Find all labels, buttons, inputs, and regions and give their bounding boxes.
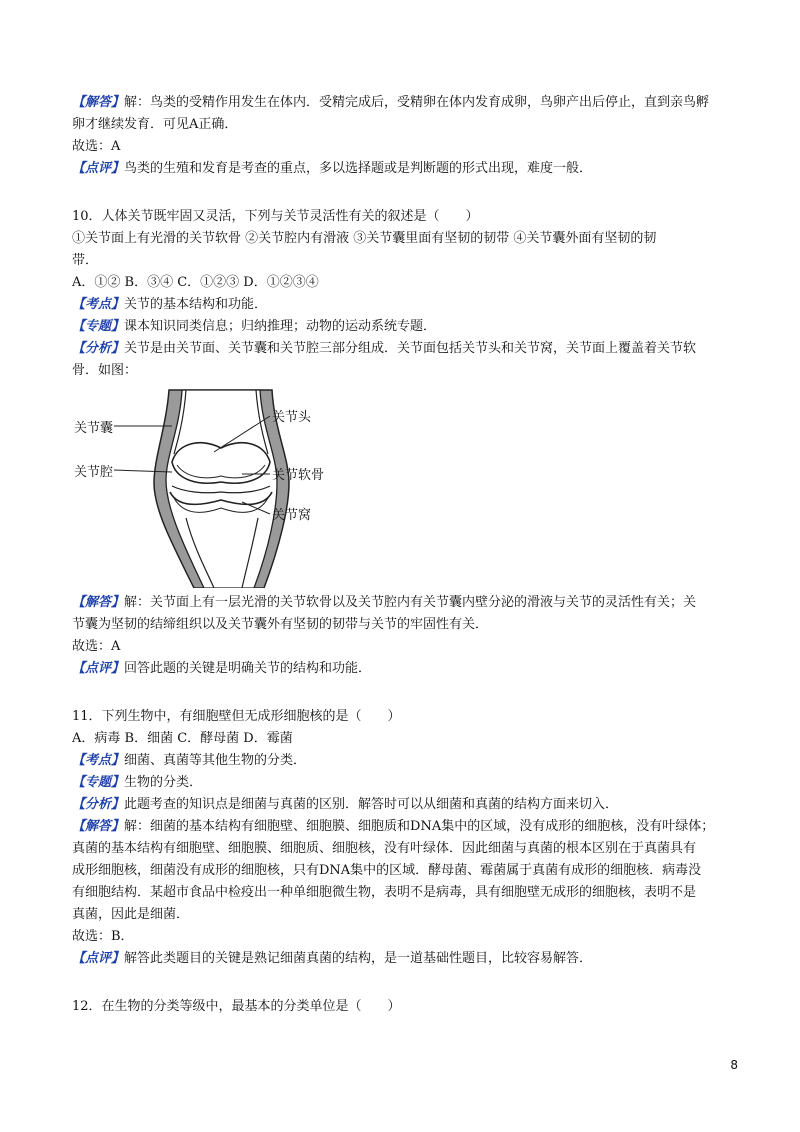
kaodian-tag: 【考点】	[72, 297, 125, 312]
q12-stem: 12．在生物的分类等级中，最基本的分类单位是（ ）	[72, 999, 401, 1014]
fenxi-tag: 【分析】	[72, 341, 125, 356]
q11-fenxi: 【分析】此题考查的知识点是细菌与真菌的区别．解答时可以从细菌和真菌的结构方面来切入．	[72, 797, 619, 812]
label-joint-socket: 关节窝	[272, 508, 312, 523]
label-joint-capsule: 关节囊	[74, 421, 114, 436]
label-joint-cartilage: 关节软骨	[272, 468, 325, 483]
zhuanti-tag: 【专题】	[72, 319, 125, 334]
q10-options-line2: 带．	[72, 253, 99, 268]
kaodian-tag: 【考点】	[72, 753, 125, 768]
q10-kaodian: 【考点】关节的基本结构和功能．	[72, 297, 268, 312]
q11-jieda-line3: 成形细胞核，细菌没有成形的细胞核，只有DNA集中的区域．酵母菌、霉菌属于真菌有成形的细胞核．病毒没	[72, 863, 702, 878]
jieda-tag: 【解答】	[72, 819, 125, 834]
q10-fenxi-line1: 【分析】关节是由关节面、关节囊和关节腔三部分组成．关节面包括关节头和关节窝，关节面上覆盖着关节软	[72, 341, 697, 356]
page-content	[72, 92, 732, 1018]
jieda-tag: 【解答】	[72, 95, 125, 110]
q11-stem: 11．下列生物中，有细胞壁但无成形细胞核的是（ ）	[72, 709, 401, 724]
label-joint-cavity: 关节腔	[74, 465, 114, 480]
dianping-tag: 【点评】	[72, 661, 125, 676]
joint-illustration	[74, 388, 374, 588]
q11-dianping: 【点评】解答此类题目的关键是熟记细菌真菌的结构，是一道基础性题目，比较容易解答．	[72, 951, 593, 966]
q10-jieda-line1: 【解答】解：关节面上有一层光滑的关节软骨以及关节腔内有关节囊内壁分泌的滑液与关节的灵活性有关；关	[72, 595, 697, 610]
q10-dianping: 【点评】回答此题的关键是明确关节的结构和功能．	[72, 661, 372, 676]
zhuanti-tag: 【专题】	[72, 775, 125, 790]
q11-zhuanti: 【专题】生物的分类．	[72, 775, 203, 790]
page-number: 8	[730, 1058, 738, 1072]
q9-answer: 故选：A	[72, 139, 121, 154]
q11-answer: 故选：B．	[72, 929, 134, 944]
q10-stem: 10．人体关节既牢固又灵活，下列与关节灵活性有关的叙述是（ ）	[72, 209, 479, 224]
q11-jieda-line4: 有细胞结构．某超市食品中检疫出一种单细胞微生物，表明不是病毒，具有细胞壁无成形的细胞核，表明不是	[72, 885, 697, 900]
q11-kaodian: 【考点】细菌、真菌等其他生物的分类．	[72, 753, 307, 768]
dianping-tag: 【点评】	[72, 951, 125, 966]
q9-dianping: 【点评】鸟类的生殖和发育是考查的重点，多以选择题或是判断题的形式出现，难度一般．	[72, 161, 593, 176]
label-joint-head: 关节头	[272, 410, 312, 425]
q10-options-line1: ①关节面上有光滑的关节软骨 ②关节腔内有滑液 ③关节囊里面有坚韧的韧带 ④关节囊外面有坚韧的韧	[72, 231, 657, 246]
q10-jieda-line2: 节囊为坚韧的结缔组织以及关节囊外有坚韧的韧带与关节的牢固性有关．	[72, 617, 489, 632]
jieda-tag: 【解答】	[72, 595, 125, 610]
q9-jieda-line2: 卵才继续发育．可见A正确．	[72, 117, 238, 132]
q11-jieda-line1: 【解答】解：细菌的基本结构有细胞壁、细胞膜、细胞质和DNA集中的区域，没有成形的细胞核，没有叶绿体；	[72, 819, 715, 834]
dianping-tag: 【点评】	[72, 161, 125, 176]
joint-structure-diagram	[74, 388, 374, 588]
fenxi-tag: 【分析】	[72, 797, 125, 812]
q10-answer: 故选：A	[72, 639, 121, 654]
q10-zhuanti: 【专题】课本知识同类信息；归纳推理；动物的运动系统专题．	[72, 319, 437, 334]
q11-choices: A．病毒 B．细菌 C．酵母菌 D．霉菌	[72, 731, 293, 746]
q10-choices: A．①② B．③④ C．①②③ D．①②③④	[72, 275, 319, 290]
q10-fenxi-line2: 骨．如图：	[72, 363, 138, 378]
q9-jieda-line1: 【解答】解：鸟类的受精作用发生在体内．受精完成后，受精卵在体内发育成卵，鸟卵产出后停止，直到亲鸟孵	[72, 95, 710, 110]
q11-jieda-line5: 真菌，因此是细菌．	[72, 907, 190, 922]
q11-jieda-line2: 真菌的基本结构有细胞壁、细胞膜、细胞质、细胞核，没有叶绿体．因此细菌与真菌的根本区别在于真菌具有	[72, 841, 697, 856]
